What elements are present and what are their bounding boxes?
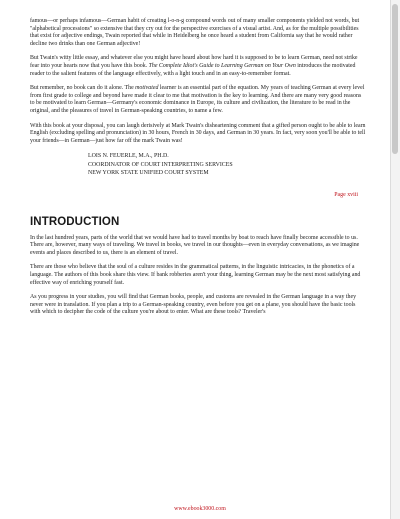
section-heading: INTRODUCTION [30,215,120,228]
signature-name: LOIS N. FEUERLE, M.A., PH.D. [88,153,169,160]
paragraph-text: learner is an essential part of the equation. My years of teaching German at every level from first grade to college and beyond have made it clear to me that motivation is the key to learning. And there are many very good reasons to be motivated to learn German—Germany's economic dominance in Europe, its culture and civilization, the literature to be read in the original, and the pleasures of travel in German-speaking countries, to name a few. [30,85,365,114]
paragraph-text: But remember, no book can do it alone. The [30,85,136,92]
vertical-scrollbar[interactable] [390,0,400,519]
page-content [30,18,366,324]
introduction-section [30,235,366,317]
paragraph-text: introduces the motivated reader to the salient features of the language effectively, with a light touch and in an easy-to-remember format. [30,62,356,77]
signature-block [88,152,366,177]
emphasis-motivated: motivated [135,85,159,92]
paragraph-text: But Twain's witty little essay, and whatever else you might have heard about how hard it is supposed to be to learn German, need not strike fear into your hearts now that you have this book. [30,55,358,69]
paragraph-twain-compound-words: famous—or perhaps infamous—German habit of creating l-o-n-g compound words out of many smaller components yielded not words, but "alphabetical processions" so extensive that they cry out for the perspective exercises of a visual artist. And, as for the multiple possibilities that exist for adjective endings, Twain reported that while in Heidelberg he once heard a student from California say that he would rather decline two drinks than one German adjective! [30,18,360,47]
footer-website-link[interactable]: www.ebook3000.com [174,506,226,512]
scrollbar-thumb[interactable] [392,4,398,154]
page-reference-link[interactable]: Page xviii [334,191,358,198]
intro-paragraph: There are those who believe that the soul of a culture resides in the grammatical patterns, in the linguistic intricacies, in the phonetics of a language. The authors of this book share this view. If bank robberies aren't your thing, learning German may be the next most satisfying and effective way of enriching yourself fast. [30,264,361,286]
signature-role: COORDINATOR OF COURT INTERPRETING SERVICES [88,161,233,168]
paragraph-laugh-at-twain: With this book at your disposal, you can laugh derisively at Mark Twain's disheartening comment that a gifted person ought to be able to learn English (excluding spelling and pronunciation) in 30 hours, French in 30 days, and German in 30 years. In fact, very soon you'll be able to tell your friends—in German—just how far off the mark Twain was! [30,122,366,144]
paragraph-motivated-learner [30,85,366,115]
paragraph-twain-essay [30,55,366,78]
book-title: The Complete Idiot's Guide to Learning German on Your Own [148,62,296,69]
signature-organization: NEW YORK STATE UNIFIED COURT SYSTEM [88,170,209,177]
intro-paragraph: In the last hundred years, parts of the world that we would have had to travel months by boat to reach have finally become accessible to us. There are, however, many ways of traveling. We travel in books, we travel in our thoughts—even in everyday conversations, as we imagine events and places described to us, there is an element of travel. [30,234,360,256]
intro-paragraph: As you progress in your studies, you will find that German books, people, and customs are revealed in the German language in a way they never were in translation. If you plan a trip to a German-speaking country, even before you get on a plane, you should have the basic tools with which to decipher the code of the culture you're about to enter. What are these tools? Traveler's [30,294,357,316]
